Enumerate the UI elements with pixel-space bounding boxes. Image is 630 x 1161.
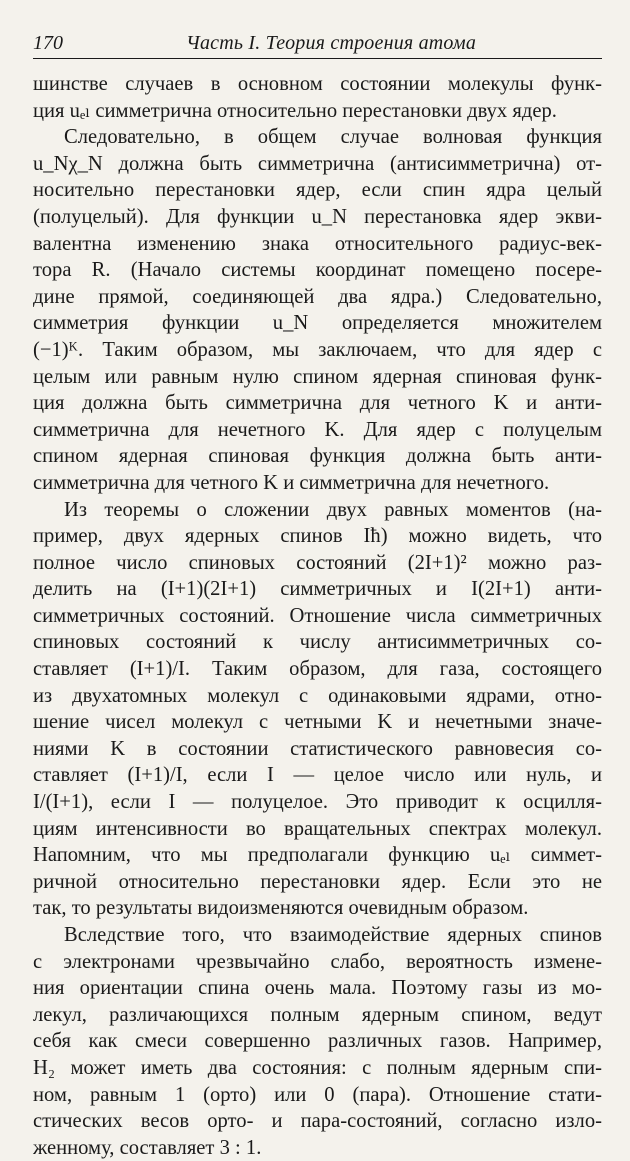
text-line: ция должна быть симметрична для четного K и анти- bbox=[33, 392, 602, 415]
text-line: (полуцелый). Для функции u_N перестановка ядер экви- bbox=[33, 205, 602, 228]
text-line: пример, двух ядерных спинов Iħ) можно видеть, что bbox=[33, 525, 602, 548]
text-line: носительно перестановки ядер, если спин ядра целый bbox=[33, 179, 602, 202]
text-line: себя как смеси совершенно различных газов. Например, bbox=[33, 1030, 602, 1053]
text-line: шинстве случаев в основном состоянии молекулы функ- bbox=[33, 73, 602, 95]
text-line: лекул, различающихся полным ядерным спином, ведут bbox=[33, 1003, 602, 1026]
text-line: u_Nχ_N должна быть симметрична (антисимметрична) от- bbox=[33, 152, 602, 175]
text-line: женному, составляет 3 : 1. bbox=[33, 1136, 262, 1159]
text-line: делить на (I+1)(2I+1) симметричных и I(2I+1) анти- bbox=[33, 578, 602, 601]
text-line: циям интенсивности во вращательных спектрах молекул. bbox=[33, 817, 602, 840]
text-line: тора R. (Начало системы координат помещено посере- bbox=[33, 259, 602, 282]
running-title: Часть I. Теория строения атома bbox=[186, 32, 477, 54]
paragraph bbox=[33, 124, 602, 496]
text-line: стических весов орто- и пара-состояний, согласно изло- bbox=[33, 1110, 602, 1133]
text-line: дине прямой, соединяющей два ядра.) Следовательно, bbox=[33, 285, 602, 308]
text-line: симметрична для четного K и симметрична для нечетного. bbox=[33, 471, 550, 494]
page-number: 170 bbox=[33, 32, 63, 54]
text-line: I/(I+1), если I — полуцелое. Это приводит к осцилля- bbox=[33, 791, 602, 814]
text-line: ция uₑₗ симметрична относительно перестановки двух ядер. bbox=[33, 99, 557, 122]
text-line: симметрична для нечетного K. Для ядер с полуцелым bbox=[33, 418, 602, 441]
paragraph bbox=[33, 71, 602, 124]
text-line: ния ориентации спина очень мала. Поэтому газы из мо- bbox=[33, 977, 602, 1000]
text-line: валентна изменению знака относительного радиус-век- bbox=[33, 232, 602, 255]
text-line: симметричных состояний. Отношение числа симметричных bbox=[33, 604, 602, 627]
text-line: с электронами чрезвычайно слабо, вероятность измене- bbox=[33, 950, 602, 973]
text-line: симметрия функции u_N определяется множителем bbox=[33, 312, 602, 335]
text-line: ричной относительно перестановки ядер. Если это не bbox=[33, 870, 602, 893]
text-line: спином ядерная спиновая функция должна быть анти- bbox=[33, 445, 602, 468]
text-line: (−1)ᴷ. Таким образом, мы заключаем, что для ядер с bbox=[33, 338, 602, 361]
text-line: H₂ может иметь два состояния: с полным ядерным спи- bbox=[33, 1056, 602, 1079]
paragraph bbox=[33, 497, 602, 923]
paragraph bbox=[33, 922, 602, 1161]
text-line: Из теоремы о сложении двух равных моментов (на- bbox=[64, 498, 602, 521]
page-header bbox=[33, 30, 602, 59]
text-line: так, то результаты видоизменяются очевидным образом. bbox=[33, 897, 529, 920]
text-line: целым или равным нулю спином ядерная спиновая функ- bbox=[33, 365, 602, 388]
text-line: из двухатомных молекул с одинаковыми ядрами, отно- bbox=[33, 684, 602, 707]
text-line: шение чисел молекул с четными K и нечетными значе- bbox=[33, 711, 602, 734]
text-line: ниями K в состоянии статистического равновесия со- bbox=[33, 737, 602, 760]
body-text bbox=[33, 71, 602, 1161]
text-line: ном, равным 1 (орто) или 0 (пара). Отношение стати- bbox=[33, 1083, 602, 1106]
text-line: Напомним, что мы предполагали функцию uₑₗ симмет- bbox=[33, 844, 602, 867]
text-line: Следовательно, в общем случае волновая функция bbox=[64, 126, 602, 149]
text-line: ставляет (I+1)/I, если I — целое число или нуль, и bbox=[33, 764, 602, 787]
text-line: полное число спиновых состояний (2I+1)² можно раз- bbox=[33, 551, 602, 574]
text-line: спиновых состояний к числу антисимметричных со- bbox=[33, 631, 602, 654]
text-line: ставляет (I+1)/I. Таким образом, для газа, состоящего bbox=[33, 658, 602, 681]
text-line: Вследствие того, что взаимодействие ядерных спинов bbox=[64, 924, 602, 946]
